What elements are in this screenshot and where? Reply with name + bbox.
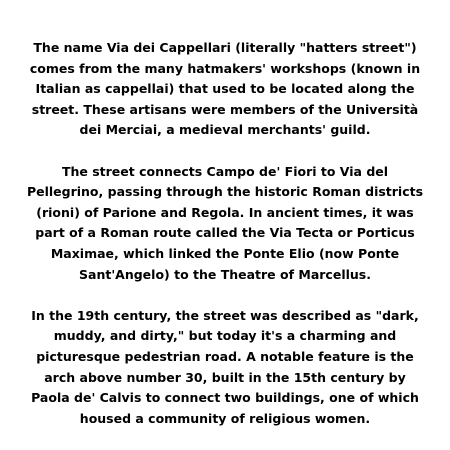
text-line: dei Merciai, a medieval merchants' guild. (79, 122, 371, 138)
text-line: part of a Roman route called the Via Tecta or Porticus (35, 225, 415, 241)
text-line: Pellegrino, passing through the historic Roman districts (26, 184, 424, 200)
text-line: The name Via dei Cappellari (literally "hatters street") (33, 40, 417, 55)
text-line: Maximae, which linked the Ponte Elio (now Ponte (50, 245, 400, 261)
text-line: Paola de' Calvis to connect two buildings, one of which (31, 390, 419, 406)
text-line: The street connects Campo de' Fiori to Via del (61, 163, 389, 179)
text-line: comes from the many hatmakers' workshops (known in (29, 60, 421, 76)
text-line: In the 19th century, the street was described as "dark, (31, 307, 419, 323)
text-line: (rioni) of Parione and Regola. In ancient times, it was (36, 204, 414, 220)
text-line: picturesque pedestrian road. A notable feature is the (36, 348, 414, 364)
text-line: muddy, and dirty," but today it's a charming and (53, 328, 397, 344)
text-line: Italian as cappellai) that used to be located along the (35, 81, 415, 97)
paragraph-name-origin (18, 38, 432, 141)
text-line: arch above number 30, built in the 15th century by (44, 369, 406, 385)
article-text (18, 38, 432, 429)
text-line: Sant'Angelo) to the Theatre of Marcellus. (79, 266, 371, 282)
text-line: housed a community of religious women. (79, 410, 371, 426)
text-line: street. These artisans were members of the Università (31, 101, 419, 117)
paragraph-history (18, 306, 432, 430)
paragraph-route (18, 162, 432, 286)
